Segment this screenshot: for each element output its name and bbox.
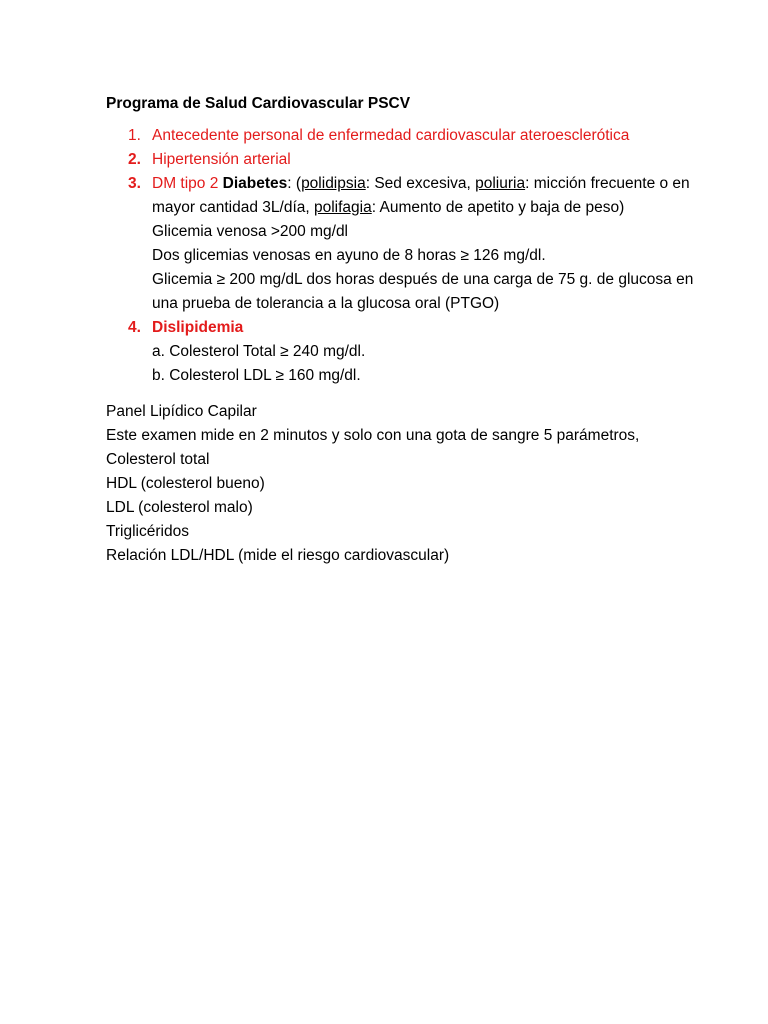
panel-lipidico: [106, 400, 706, 568]
list-number-4: 4.: [128, 319, 141, 336]
list-item-dislipidemia: [106, 316, 706, 388]
panel-param-colesterol-total: Colesterol total: [106, 451, 210, 468]
diabetes-definition: [152, 172, 706, 220]
document-content: [106, 92, 706, 568]
term-polidipsia: polidipsia: [301, 175, 366, 192]
list-item-hipertension: [106, 148, 706, 172]
criterion-ptgo: Glicemia ≥ 200 mg/dL dos horas después de una carga de 75 g. de glucosa en una prueba de tolerancia a la glucosa oral (PTGO): [152, 271, 694, 312]
list-item-text-1: Antecedente personal de enfermedad cardiovascular ateroesclerótica: [152, 127, 630, 144]
panel-param-relacion: Relación LDL/HDL (mide el riesgo cardiovascular): [106, 547, 450, 564]
criteria-list: [106, 124, 706, 388]
diabetes-label: Diabetes: [222, 175, 288, 192]
list-item-text-2: Hipertensión arterial: [152, 151, 291, 168]
def-poliuria: : micción frecuente o en mayor cantidad 3L/día,: [152, 175, 690, 216]
sub-colesterol-total: a. Colesterol Total ≥ 240 mg/dl.: [152, 343, 366, 360]
list-number-2: 2.: [128, 151, 141, 168]
sub-colesterol-ldl: b. Colesterol LDL ≥ 160 mg/dl.: [152, 367, 361, 384]
list-number-3: 3.: [128, 175, 141, 192]
panel-param-hdl: HDL (colesterol bueno): [106, 475, 265, 492]
list-item-diabetes: [106, 172, 706, 316]
criterion-dos-glicemias: Dos glicemias venosas en ayuno de 8 horas ≥ 126 mg/dl.: [152, 247, 546, 264]
diabetes-colon: : (: [287, 175, 302, 192]
panel-param-trigliceridos: Triglicéridos: [106, 523, 189, 540]
def-polifagia: : Aumento de apetito y baja de peso): [371, 199, 625, 216]
list-number-1: 1.: [128, 127, 141, 144]
term-poliuria: poliuria: [475, 175, 526, 192]
term-polifagia: polifagia: [314, 199, 372, 216]
diabetes-prefix: DM tipo 2: [152, 175, 219, 192]
document-title: Programa de Salud Cardiovascular PSCV: [106, 95, 411, 112]
panel-title: Panel Lipídico Capilar: [106, 403, 257, 420]
panel-description: Este examen mide en 2 minutos y solo con una gota de sangre 5 parámetros,: [106, 427, 640, 444]
panel-param-ldl: LDL (colesterol malo): [106, 499, 253, 516]
criterion-glicemia-venosa: Glicemia venosa >200 mg/dl: [152, 223, 349, 240]
list-item-text-4: Dislipidemia: [152, 319, 244, 336]
def-polidipsia: : Sed excesiva,: [365, 175, 476, 192]
list-item-antecedente: [106, 124, 706, 148]
